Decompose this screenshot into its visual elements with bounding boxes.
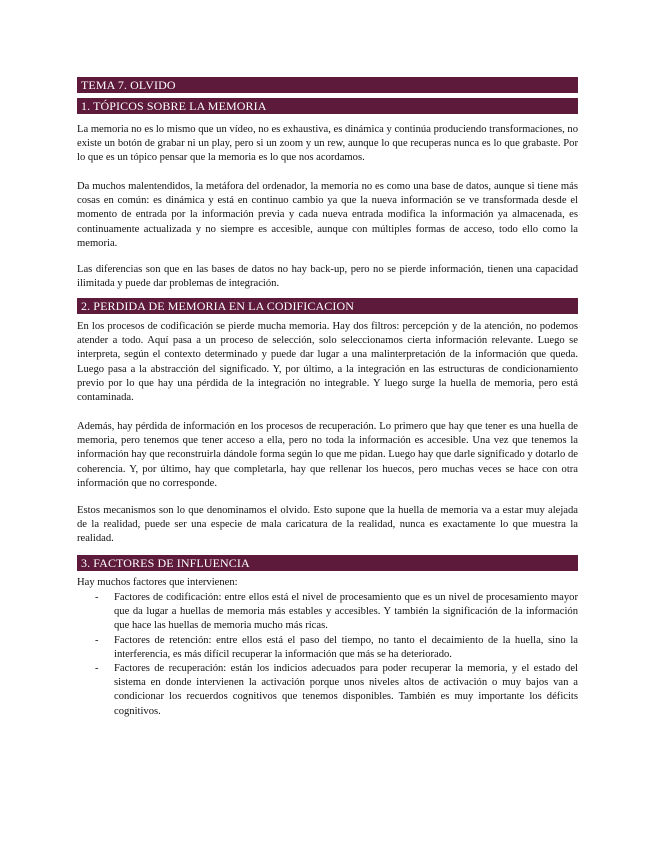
list-item-text: Factores de retención: entre ellos está el paso del tiempo, no tanto el decaimiento de la huella, sino la interferencia, es más difícil recuperar la información que más se ha deteriorado. [114, 634, 578, 660]
bullet-dash: - [95, 663, 99, 675]
bullet-dash: - [95, 592, 99, 603]
paragraph-1: La memoria no es lo mismo que un vídeo, no es exhaustiva, es dinámica y continúa produciendo transformaciones, no existe un botón de grabar ni un play, pero si un zoom y un rew, aunque lo que recuperas nunca es lo que grabaste. Por lo que es un tópico pensar que la memoria es lo que nos acordamos. [77, 124, 579, 164]
paragraph-3: Las diferencias son que en las bases de datos no hay back-up, pero no se pierde información, tienen una capacidad ilimitada y puede dar problemas de integración. [77, 264, 578, 290]
paragraph-4: En los procesos de codificación se pierde mucha memoria. Hay dos filtros: percepción y de la atención, no podemos atender a todo. Aquí pasa a un proceso de selección, solo seleccionamos cierta información relevante. Luego se interpreta, según el contexto determinado y puede dar lugar a una malinterpretación de la información que queda. Luego pasa a la abstracción del significado. Y, por último, a la integración en las estructuras de condicionamiento previo por lo que hay una pérdida de la integración no integrable. Y luego surge la huella de memoria, pero está contaminada. [77, 321, 578, 404]
list-item-text: Factores de recuperación: están los indicios adecuados para poder recuperar la memoria, y el estado del sistema en donde intervienen la activación porque unos niveles altos de activación o muy bajos van a condicionar los recuerdos cognitivos que tenemos disponibles. También es muy importante los déficits cognitivos. [114, 663, 578, 717]
list-item-text: Factores de codificación: entre ellos está el nivel de procesamiento que es un nivel de procesamiento mayor que da lugar a huellas de memoria más estables y accesibles. Y también la significación de la información que hace las huellas de memoria mucho más ricas. [114, 592, 578, 632]
paragraph-7: Hay muchos factores que intervienen: [77, 577, 238, 588]
chapter-title-bar: TEMA 7. OLVIDO [77, 77, 578, 93]
section-heading-1: 1. TÓPICOS SOBRE LA MEMORIA [77, 98, 578, 114]
bullet-dash: - [95, 634, 99, 646]
list-item [77, 662, 578, 719]
factors-list [77, 591, 578, 719]
list-item [77, 591, 578, 634]
section-heading-3: 3. FACTORES DE INFLUENCIA [77, 555, 578, 571]
paragraph-5: Además, hay pérdida de información en los procesos de recuperación. Lo primero que hay que tener es una huella de memoria, pero tenemos que tener acceso a ella, pero no toda la información es accesible. Una vez que tenemos la información hay que reconstruirla dándole forma según lo que me pidan. Luego hay que darle significado y dotarlo de coherencia. Y, por último, hay que completarla, hay que rellenar los huecos, pero muchas veces se hace con otra información que no corresponde. [77, 421, 578, 489]
list-item [77, 634, 578, 662]
paragraph-2: Da muchos malentendidos, la metáfora del ordenador, la memoria no es como una base de datos, aunque si tiene más cosas en común: es dinámica y está en continuo cambio ya que la nueva información se ve transformada desde el momento de entrada por la información previa y cada nueva entrada modifica la información ya almacenada, es continuamente actualizada y no siempre es accesible, aunque con múltiples formas de acceso, todo ello como la memoria. [77, 181, 578, 249]
paragraph-6: Estos mecanismos son lo que denominamos el olvido. Esto supone que la huella de memoria va a estar muy alejada de la realidad, puede ser una especie de mala caricatura de la realidad, nunca es exactamente lo que muestra la realidad. [77, 505, 578, 545]
section-heading-2: 2. PERDIDA DE MEMORIA EN LA CODIFICACION [77, 298, 578, 314]
